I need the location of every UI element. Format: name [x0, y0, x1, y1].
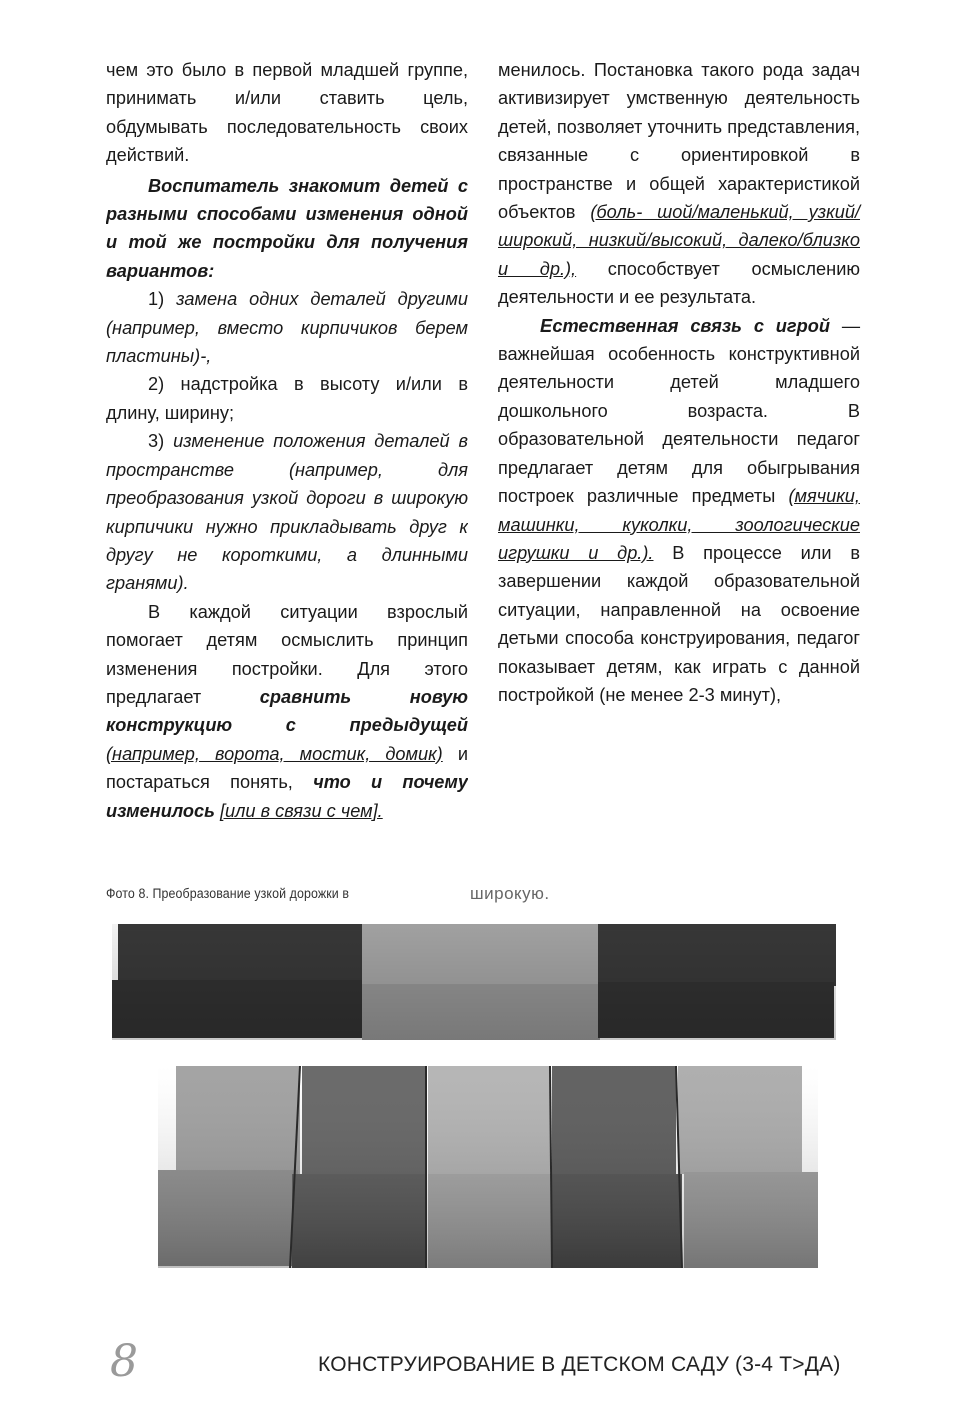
- bricks-illustration: [112, 918, 860, 1280]
- paragraph-play-connection: Естественная связь с игрой — важнейшая особенность конструктивной деятельности детей младшего дошкольного возраста. В образовательной деятельности педагог предлагает детям для обыгрывания построек различные предметы (мячики, машинки, куколки, зоологические игрушки и др.). В процессе или в завершении каждой образовательной ситуации, направленной на освоение детьми способа конструирования, педагог показывает детям, как играть с данной постройкой (не менее 2-3 минут),: [498, 315, 861, 705]
- narrow-road: [112, 924, 836, 1040]
- photo-bricks: [112, 918, 860, 1280]
- list-item-1: 1) замена одних деталей другими (например, вместо кирпичиков берем пластины)-,: [106, 289, 468, 367]
- wide-road: [158, 1066, 818, 1268]
- running-title: КОНСТРУИРОВАНИЕ В ДЕТСКОМ САДУ (3-4 Т>ДА): [318, 1353, 841, 1376]
- page-number: 8: [110, 1336, 138, 1387]
- list-item-2: 2) надстройка в высоту и/или в длину, ширину;: [106, 374, 468, 423]
- left-column: [106, 56, 468, 861]
- photo-caption-end: широкую.: [470, 884, 550, 903]
- list-item-3: 3) изменение положения деталей в пространстве (например, для преобразования узкой дороги в широкую кирпичики нужно прикладывать друг к другу не короткими, а длинными гранями).: [106, 431, 468, 594]
- paragraph-continued: менилось. Постановка такого рода задач активизирует умственную деятельность детей, позволяет уточнить представления, связанные с ориентировкой в пространстве и общей характеристикой объектов (боль- шой/маленький, узкий/широкий, низкий/высокий, далеко/близко и др.), способствует осмыслению деятельности и ее результата.: [498, 60, 861, 308]
- right-column: [498, 56, 860, 709]
- paragraph-situation: В каждой ситуации взрослый помогает детям осмыслить принцип изменения постройки. Для этого предлагает сравнить новую конструкцию с предыдущей (например, ворота, мостик, домик) и постараться понять, что и почему изменилось [или в связи с чем].: [106, 601, 468, 821]
- wide-road-shade: [158, 1066, 818, 1268]
- photo-caption: Фото 8. Преобразование узкой дорожки в: [106, 886, 350, 901]
- paragraph-1: чем это было в первой младшей группе, принимать и/или ставить цель, обдумывать последовательность своих действий.: [106, 60, 468, 166]
- paragraph-educator: Воспитатель знакомит детей с разными способами изменения одной и той же постройки для получения вариантов:: [106, 175, 468, 281]
- narrow-road-shade: [112, 924, 836, 1040]
